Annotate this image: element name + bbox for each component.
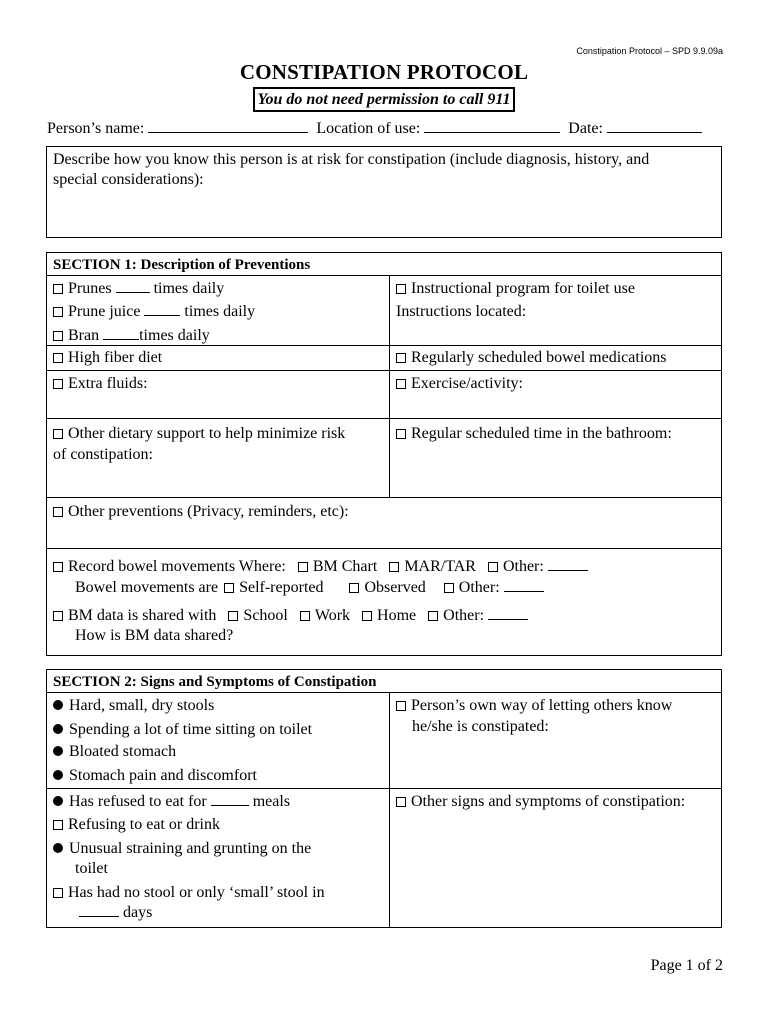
record-bm-checkbox[interactable] <box>53 562 63 572</box>
call-911-notice: You do not need permission to call 911 <box>253 87 516 112</box>
bm-chart-checkbox[interactable] <box>298 562 308 572</box>
bullet-icon <box>53 746 63 756</box>
list-item: Unusual straining and grunting on the <box>53 839 311 859</box>
own-way-item: Person’s own way of letting others know <box>396 696 672 716</box>
prunes-checkbox[interactable] <box>53 284 63 294</box>
form-reference: Constipation Protocol – SPD 9.9.09a <box>576 46 723 56</box>
list-item: Bloated stomach <box>53 742 176 762</box>
exercise-checkbox[interactable] <box>396 379 406 389</box>
bowel-meds-checkbox[interactable] <box>396 353 406 363</box>
bathroom-time-checkbox[interactable] <box>396 429 406 439</box>
person-name-field[interactable] <box>148 118 308 133</box>
own-way-checkbox[interactable] <box>396 701 406 711</box>
instructional-checkbox[interactable] <box>396 284 406 294</box>
extra-fluids-checkbox[interactable] <box>53 379 63 389</box>
mar-tar-checkbox[interactable] <box>389 562 399 572</box>
list-item: Spending a lot of time sitting on toilet <box>53 720 312 740</box>
page-title: CONSTIPATION PROTOCOL <box>239 60 529 84</box>
meals-blank[interactable] <box>211 792 249 806</box>
how-shared-label: How is BM data shared? <box>75 627 234 644</box>
home-checkbox[interactable] <box>362 611 372 621</box>
record-other-checkbox[interactable] <box>488 562 498 572</box>
record-other-blank[interactable] <box>548 557 588 571</box>
prune-juice-item: Prune juice times daily <box>53 302 255 322</box>
self-reported-checkbox[interactable] <box>224 583 234 593</box>
shared-other-checkbox[interactable] <box>428 611 438 621</box>
other-dietary-cont: of constipation: <box>53 446 153 463</box>
high-fiber-item: High fiber diet <box>53 348 162 368</box>
bullet-icon <box>53 770 63 780</box>
other-preventions-item: Other preventions (Privacy, reminders, etc): <box>53 502 349 522</box>
high-fiber-checkbox[interactable] <box>53 353 63 363</box>
bm-shared-item: BM data is shared with School Work Home Other: <box>53 606 528 626</box>
bran-checkbox[interactable] <box>53 331 63 341</box>
bm-are-item: Bowel movements are Self-reported Observed Other: <box>75 578 544 598</box>
observed-checkbox[interactable] <box>349 583 359 593</box>
instructions-located: Instructions located: <box>396 303 527 320</box>
shared-other-blank[interactable] <box>488 606 528 620</box>
risk-prompt-cont: special considerations): <box>53 171 204 188</box>
bran-blank[interactable] <box>103 326 139 340</box>
record-bm-item: Record bowel movements Where: BM Chart MAR/TAR Other: <box>53 557 588 577</box>
person-info-line <box>47 118 723 138</box>
bm-are-other-blank[interactable] <box>504 578 544 592</box>
date-label: Date: <box>568 120 603 137</box>
bullet-icon <box>53 700 63 710</box>
section-2-table <box>46 669 722 928</box>
prunes-item: Prunes times daily <box>53 279 224 299</box>
extra-fluids-item: Extra fluids: <box>53 374 148 394</box>
list-item: Stomach pain and discomfort <box>53 766 257 786</box>
location-label: Location of use: <box>316 120 421 137</box>
work-checkbox[interactable] <box>300 611 310 621</box>
refusing-item: Refusing to eat or drink <box>53 815 220 835</box>
bm-are-other-checkbox[interactable] <box>444 583 454 593</box>
straining-cont: toilet <box>75 860 108 877</box>
other-dietary-checkbox[interactable] <box>53 429 63 439</box>
prunes-blank[interactable] <box>116 279 150 293</box>
no-stool-checkbox[interactable] <box>53 888 63 898</box>
page-number: Page 1 of 2 <box>650 957 723 974</box>
other-signs-checkbox[interactable] <box>396 797 406 807</box>
school-checkbox[interactable] <box>228 611 238 621</box>
exercise-item: Exercise/activity: <box>396 374 523 394</box>
bullet-icon <box>53 724 63 734</box>
prune-juice-checkbox[interactable] <box>53 307 63 317</box>
list-item: Has refused to eat for meals <box>53 792 290 812</box>
days-blank[interactable] <box>79 903 119 917</box>
bran-item: Bran times daily <box>53 326 210 346</box>
no-stool-cont: days <box>79 903 152 923</box>
risk-prompt: Describe how you know this person is at risk for constipation (include diagnosis, history, and <box>53 151 650 168</box>
instructional-item: Instructional program for toilet use <box>396 279 635 299</box>
list-item: Hard, small, dry stools <box>53 696 214 716</box>
section-1-table <box>46 252 722 656</box>
bowel-meds-item: Regularly scheduled bowel medications <box>396 348 666 368</box>
no-stool-item: Has had no stool or only ‘small’ stool in <box>53 883 325 903</box>
bm-shared-checkbox[interactable] <box>53 611 63 621</box>
other-signs-item: Other signs and symptoms of constipation: <box>396 792 685 812</box>
bullet-icon <box>53 843 63 853</box>
prune-juice-blank[interactable] <box>144 302 180 316</box>
bathroom-time-item: Regular scheduled time in the bathroom: <box>396 424 672 444</box>
section-2-title: SECTION 2: Signs and Symptoms of Constipation <box>53 674 377 690</box>
risk-description-box[interactable] <box>46 146 722 238</box>
date-field[interactable] <box>607 118 702 133</box>
refusing-checkbox[interactable] <box>53 820 63 830</box>
own-way-cont: he/she is constipated: <box>412 718 549 735</box>
section-1-title: SECTION 1: Description of Preventions <box>53 257 311 273</box>
other-preventions-checkbox[interactable] <box>53 507 63 517</box>
location-field[interactable] <box>424 118 560 133</box>
bullet-icon <box>53 796 63 806</box>
other-dietary-item: Other dietary support to help minimize risk <box>53 424 345 444</box>
person-name-label: Person’s name: <box>47 120 145 137</box>
